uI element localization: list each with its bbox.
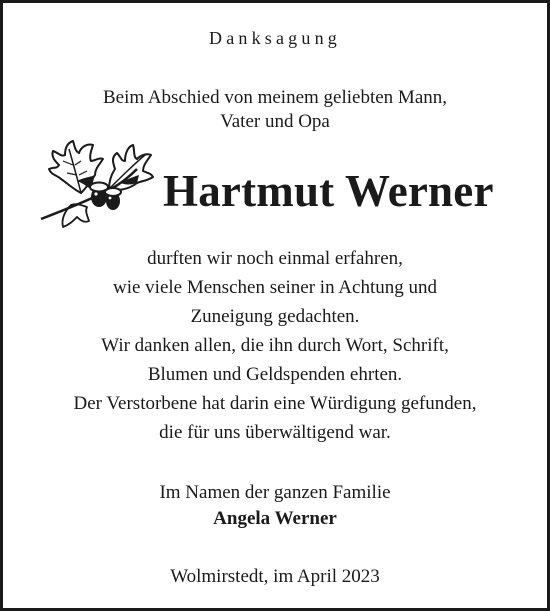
- body-line-6: Der Verstorbene hat darin eine Würdigung gefunden,: [73, 393, 477, 414]
- notice-heading: Danksagung: [209, 28, 341, 48]
- oak-leaf-acorn-icon: [37, 131, 155, 231]
- body-line-4: Wir danken allen, die ihn durch Wort, Schrift,: [101, 335, 449, 356]
- deceased-name: Hartmut Werner: [163, 166, 494, 216]
- body-line-3: Zuneigung gedachten.: [190, 306, 360, 327]
- signoff: Im Namen der ganzen Familie: [159, 482, 391, 503]
- body-line-2: wie viele Menschen seiner in Achtung und: [113, 277, 437, 298]
- body-line-1: durften wir noch einmal erfahren,: [147, 248, 403, 269]
- body-line-5: Blumen und Geldspenden ehrten.: [147, 364, 403, 385]
- intro-line-1: Beim Abschied von meinem geliebten Mann,: [102, 87, 448, 108]
- place-date: Wolmirstedt, im April 2023: [170, 566, 380, 587]
- intro-line-2: Vater und Opa: [220, 111, 330, 132]
- body-line-7: die für uns überwältigend war.: [159, 422, 391, 443]
- signer-name: Angela Werner: [213, 508, 337, 529]
